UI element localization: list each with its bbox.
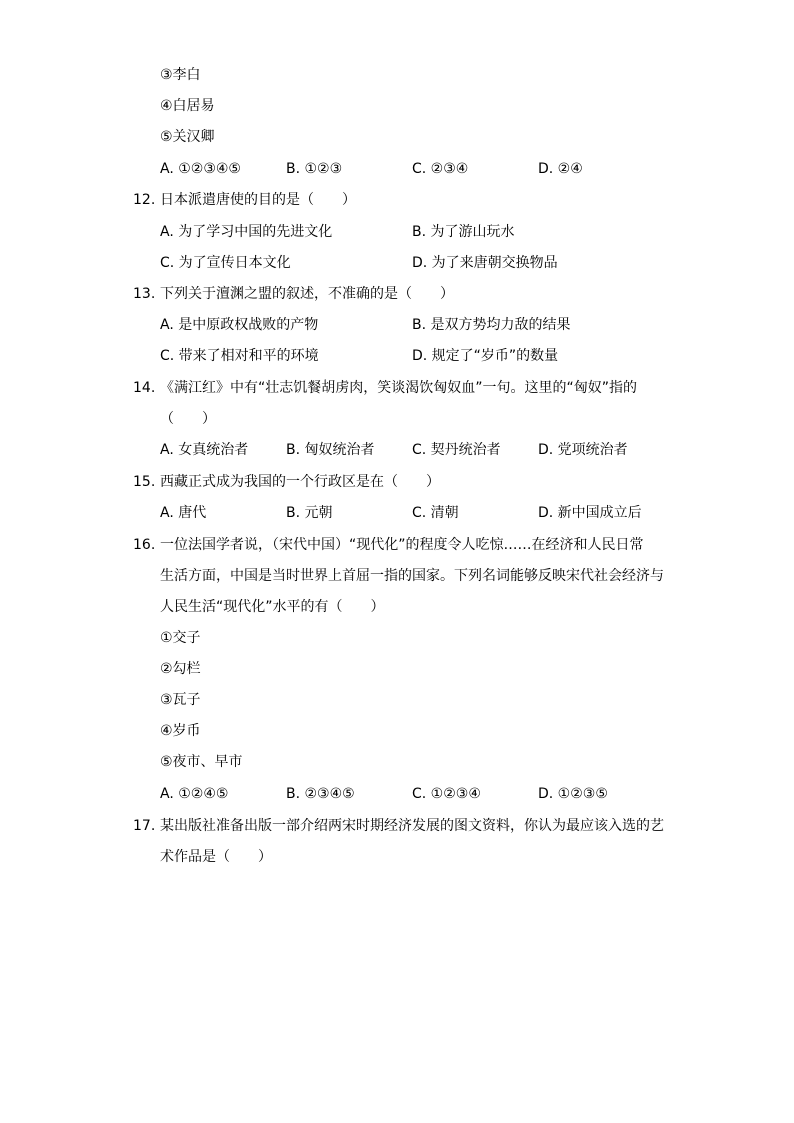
option-b: B. ①②③	[286, 161, 343, 177]
question-number: 17.	[133, 818, 156, 834]
list-item: ③李白	[160, 67, 201, 83]
option-d: D. 党项统治者	[538, 442, 628, 458]
question-stem: 某出版社准备出版一部介绍两宋时期经济发展的图文资料，你认为最应该入选的艺	[160, 818, 664, 834]
option-b: B. 是双方势均力敌的结果	[412, 317, 571, 333]
option-a: A. ①②③④⑤	[160, 161, 241, 177]
option-d: D. ①②③⑤	[538, 786, 608, 802]
question-number: 12.	[133, 192, 156, 208]
question-number: 15.	[133, 474, 156, 490]
question-stem: 西藏正式成为我国的一个行政区是在（ ）	[160, 474, 440, 490]
option-a: A. 为了学习中国的先进文化	[160, 224, 333, 240]
question-stem-continued: （ ）	[160, 411, 216, 427]
question-stem: 《满江红》中有“壮志饥餐胡虏肉，笑谈渴饮匈奴血”一句。这里的“匈奴”指的	[160, 380, 638, 396]
question-number: 13.	[133, 286, 156, 302]
question-number: 16.	[133, 537, 156, 553]
list-item: ③瓦子	[160, 692, 201, 708]
question-number: 14.	[133, 380, 156, 396]
option-a: A. 是中原政权战败的产物	[160, 317, 319, 333]
question-stem-continued: 术作品是（ ）	[160, 849, 272, 865]
option-c: C. 带来了相对和平的环境	[160, 348, 319, 364]
option-d: D. 新中国成立后	[538, 505, 642, 521]
list-item: ⑤关汉卿	[160, 129, 215, 145]
option-b: B. 元朝	[286, 505, 333, 521]
option-b: B. 为了游山玩水	[412, 224, 515, 240]
option-c: C. ②③④	[412, 161, 469, 177]
option-b: B. ②③④⑤	[286, 786, 355, 802]
question-stem: 一位法国学者说，（宋代中国）“现代化”的程度令人吃惊……在经济和人民日常	[160, 537, 644, 553]
list-item: ④白居易	[160, 98, 215, 114]
option-b: B. 匈奴统治者	[286, 442, 375, 458]
option-d: D. ②④	[538, 161, 583, 177]
question-stem-continued: 生活方面，中国是当时世界上首屈一指的国家。下列名词能够反映宋代社会经济与	[160, 568, 664, 584]
question-stem: 日本派遣唐使的目的是（ ）	[160, 192, 356, 208]
option-d: D. 为了来唐朝交换物品	[412, 255, 558, 271]
list-item: ⑤夜市、早市	[160, 754, 243, 770]
option-c: C. ①②③④	[412, 786, 481, 802]
option-c: C. 为了宣传日本文化	[160, 255, 291, 271]
option-c: C. 清朝	[412, 505, 459, 521]
option-a: A. ①②④⑤	[160, 786, 229, 802]
option-a: A. 唐代	[160, 505, 207, 521]
list-item: ②勾栏	[160, 661, 201, 677]
list-item: ①交子	[160, 630, 201, 646]
option-a: A. 女真统治者	[160, 442, 249, 458]
option-d: D. 规定了“岁币”的数量	[412, 348, 559, 364]
question-stem-continued: 人民生活“现代化”水平的有（ ）	[160, 599, 385, 615]
list-item: ④岁币	[160, 723, 201, 739]
option-c: C. 契丹统治者	[412, 442, 501, 458]
question-stem: 下列关于澶渊之盟的叙述，不准确的是（ ）	[160, 286, 454, 302]
